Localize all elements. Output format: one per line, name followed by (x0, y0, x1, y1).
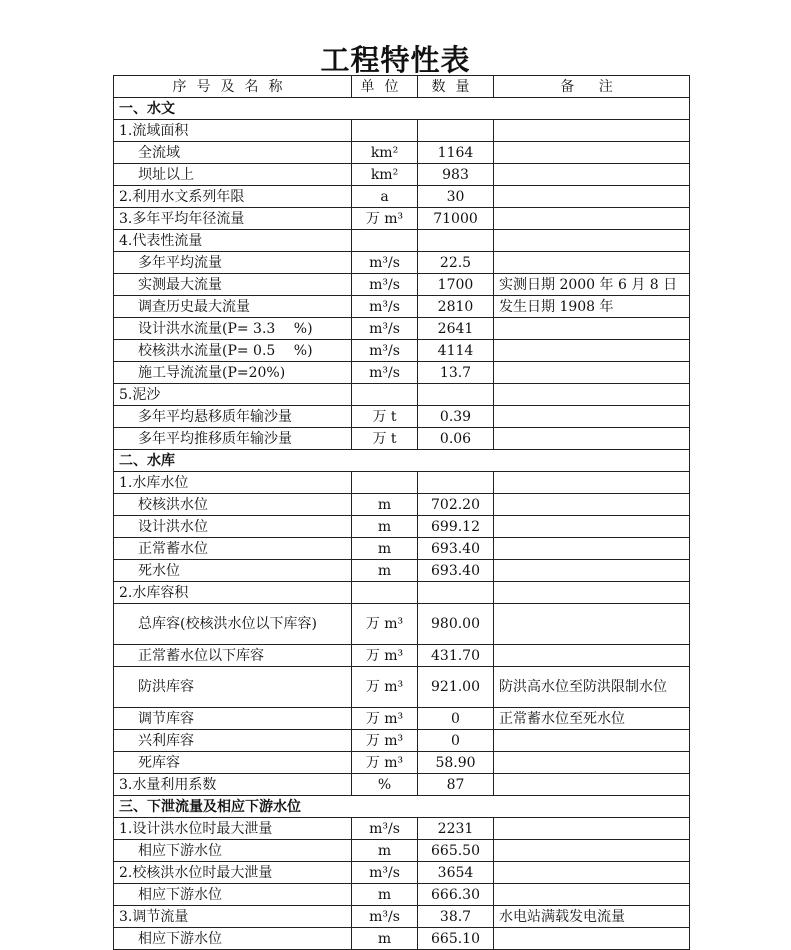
row-note (494, 560, 690, 582)
row-unit: 万 m³ (352, 708, 418, 730)
row-name: 正常蓄水位以下库容 (114, 645, 352, 667)
row-name: 校核洪水流量(P= 0.5 %) (114, 340, 352, 362)
row-note (494, 774, 690, 796)
row-value: 58.90 (418, 752, 494, 774)
row-note (494, 120, 690, 142)
row-unit (352, 472, 418, 494)
header-name: 序号及名称 (114, 76, 352, 98)
row-name: 相应下游水位 (114, 884, 352, 906)
row-unit: m³/s (352, 906, 418, 928)
row-note (494, 538, 690, 560)
header-note: 备 注 (494, 76, 690, 98)
row-value: 699.12 (418, 516, 494, 538)
table-row (114, 862, 690, 884)
row-name: 3.多年平均年径流量 (114, 208, 352, 230)
row-name: 1.水库水位 (114, 472, 352, 494)
row-note (494, 340, 690, 362)
row-name: 正常蓄水位 (114, 538, 352, 560)
row-note (494, 494, 690, 516)
row-note (494, 318, 690, 340)
row-value: 0.06 (418, 428, 494, 450)
row-note (494, 208, 690, 230)
row-unit: m (352, 560, 418, 582)
table-row (114, 296, 690, 318)
row-value: 1164 (418, 142, 494, 164)
row-unit (352, 384, 418, 406)
row-value: 0 (418, 708, 494, 730)
row-unit (352, 230, 418, 252)
row-note (494, 164, 690, 186)
row-unit (352, 120, 418, 142)
row-note (494, 406, 690, 428)
row-value: 693.40 (418, 538, 494, 560)
row-value (418, 384, 494, 406)
row-name: 相应下游水位 (114, 928, 352, 950)
table-row (114, 730, 690, 752)
row-name: 死库容 (114, 752, 352, 774)
table-row (114, 774, 690, 796)
table-row (114, 428, 690, 450)
table-row (114, 318, 690, 340)
row-value (418, 230, 494, 252)
section-title: 二、水库 (114, 450, 690, 472)
row-name: 1.流域面积 (114, 120, 352, 142)
row-note (494, 884, 690, 906)
row-note: 实测日期 2000 年 6 月 8 日 (494, 274, 690, 296)
row-name: 相应下游水位 (114, 840, 352, 862)
row-value: 22.5 (418, 252, 494, 274)
table-row (114, 406, 690, 428)
row-name: 兴利库容 (114, 730, 352, 752)
table-row (114, 840, 690, 862)
row-value: 431.70 (418, 645, 494, 667)
row-note (494, 472, 690, 494)
row-value: 2641 (418, 318, 494, 340)
row-note (494, 186, 690, 208)
row-value: 693.40 (418, 560, 494, 582)
row-value: 4114 (418, 340, 494, 362)
table-row (114, 472, 690, 494)
row-unit: km² (352, 142, 418, 164)
row-unit: m (352, 884, 418, 906)
section-row (114, 796, 690, 818)
row-name: 多年平均推移质年输沙量 (114, 428, 352, 450)
row-unit (352, 582, 418, 604)
table-row (114, 818, 690, 840)
table-row (114, 516, 690, 538)
row-name: 总库容(校核洪水位以下库容) (114, 604, 352, 645)
row-name: 实测最大流量 (114, 274, 352, 296)
table-row (114, 274, 690, 296)
row-note: 水电站满载发电流量 (494, 906, 690, 928)
row-note (494, 252, 690, 274)
table-row (114, 906, 690, 928)
spec-table (113, 75, 690, 950)
row-unit: 万 m³ (352, 752, 418, 774)
row-note (494, 142, 690, 164)
row-name: 施工导流流量(P=20%) (114, 362, 352, 384)
row-unit: 万 m³ (352, 667, 418, 708)
row-value: 2231 (418, 818, 494, 840)
table-row (114, 752, 690, 774)
table-row (114, 120, 690, 142)
row-name: 1.设计洪水位时最大泄量 (114, 818, 352, 840)
spec-table-body (114, 76, 690, 950)
row-value (418, 120, 494, 142)
row-unit: % (352, 774, 418, 796)
row-value (418, 582, 494, 604)
table-row (114, 208, 690, 230)
row-note (494, 582, 690, 604)
row-note: 防洪高水位至防洪限制水位 (494, 667, 690, 708)
row-name: 5.泥沙 (114, 384, 352, 406)
row-name: 全流域 (114, 142, 352, 164)
section-row (114, 450, 690, 472)
table-row (114, 340, 690, 362)
section-title: 三、下泄流量及相应下游水位 (114, 796, 690, 818)
table-row (114, 142, 690, 164)
table-row (114, 582, 690, 604)
row-value: 71000 (418, 208, 494, 230)
row-value: 30 (418, 186, 494, 208)
row-name: 多年平均流量 (114, 252, 352, 274)
row-unit: km² (352, 164, 418, 186)
row-note (494, 730, 690, 752)
row-note (494, 928, 690, 950)
row-value: 665.10 (418, 928, 494, 950)
row-note (494, 428, 690, 450)
row-value: 983 (418, 164, 494, 186)
table-row (114, 604, 690, 645)
row-note (494, 362, 690, 384)
row-unit: 万 t (352, 428, 418, 450)
row-unit: 万 m³ (352, 730, 418, 752)
row-value (418, 472, 494, 494)
row-note (494, 604, 690, 645)
table-row (114, 494, 690, 516)
table-row (114, 186, 690, 208)
row-unit: m³/s (352, 252, 418, 274)
row-name: 多年平均悬移质年输沙量 (114, 406, 352, 428)
row-note (494, 516, 690, 538)
table-row (114, 230, 690, 252)
row-unit: a (352, 186, 418, 208)
row-note: 正常蓄水位至死水位 (494, 708, 690, 730)
row-unit: m (352, 840, 418, 862)
header-unit: 单位 (352, 76, 418, 98)
row-value: 666.30 (418, 884, 494, 906)
table-row (114, 645, 690, 667)
row-name: 2.利用水文系列年限 (114, 186, 352, 208)
row-unit: m (352, 928, 418, 950)
row-unit: m³/s (352, 862, 418, 884)
row-value: 87 (418, 774, 494, 796)
row-note: 发生日期 1908 年 (494, 296, 690, 318)
row-name: 设计洪水流量(P= 3.3 %) (114, 318, 352, 340)
section-row (114, 98, 690, 120)
table-row (114, 708, 690, 730)
row-unit: m³/s (352, 274, 418, 296)
row-value: 702.20 (418, 494, 494, 516)
row-note (494, 840, 690, 862)
row-name: 防洪库容 (114, 667, 352, 708)
row-value: 0.39 (418, 406, 494, 428)
table-row (114, 884, 690, 906)
table-row (114, 928, 690, 950)
document-title: 工程特性表 (320, 43, 471, 77)
row-name: 调查历史最大流量 (114, 296, 352, 318)
table-row (114, 252, 690, 274)
row-unit: m³/s (352, 818, 418, 840)
row-unit: 万 m³ (352, 645, 418, 667)
row-note (494, 752, 690, 774)
row-unit: 万 m³ (352, 208, 418, 230)
row-value: 980.00 (418, 604, 494, 645)
row-note (494, 862, 690, 884)
table-row (114, 164, 690, 186)
row-unit: m³/s (352, 362, 418, 384)
row-name: 3.水量利用系数 (114, 774, 352, 796)
row-value: 38.7 (418, 906, 494, 928)
table-row (114, 384, 690, 406)
row-unit: m (352, 516, 418, 538)
row-name: 4.代表性流量 (114, 230, 352, 252)
table-row (114, 362, 690, 384)
table-header-row (114, 76, 690, 98)
table-row (114, 667, 690, 708)
row-note (494, 230, 690, 252)
header-value: 数量 (418, 76, 494, 98)
row-name: 死水位 (114, 560, 352, 582)
row-value: 13.7 (418, 362, 494, 384)
row-note (494, 384, 690, 406)
row-name: 设计洪水位 (114, 516, 352, 538)
row-value: 1700 (418, 274, 494, 296)
row-unit: m (352, 494, 418, 516)
row-note (494, 645, 690, 667)
row-name: 调节库容 (114, 708, 352, 730)
table-row (114, 560, 690, 582)
row-name: 2.校核洪水位时最大泄量 (114, 862, 352, 884)
table-row (114, 538, 690, 560)
row-unit: m³/s (352, 340, 418, 362)
row-unit: 万 t (352, 406, 418, 428)
row-value: 3654 (418, 862, 494, 884)
row-name: 2.水库容积 (114, 582, 352, 604)
row-unit: m³/s (352, 318, 418, 340)
row-value: 921.00 (418, 667, 494, 708)
row-unit: 万 m³ (352, 604, 418, 645)
row-name: 坝址以上 (114, 164, 352, 186)
row-value: 665.50 (418, 840, 494, 862)
row-unit: m (352, 538, 418, 560)
row-value: 0 (418, 730, 494, 752)
row-unit: m³/s (352, 296, 418, 318)
section-title: 一、水文 (114, 98, 690, 120)
row-note (494, 818, 690, 840)
row-value: 2810 (418, 296, 494, 318)
row-name: 3.调节流量 (114, 906, 352, 928)
row-name: 校核洪水位 (114, 494, 352, 516)
